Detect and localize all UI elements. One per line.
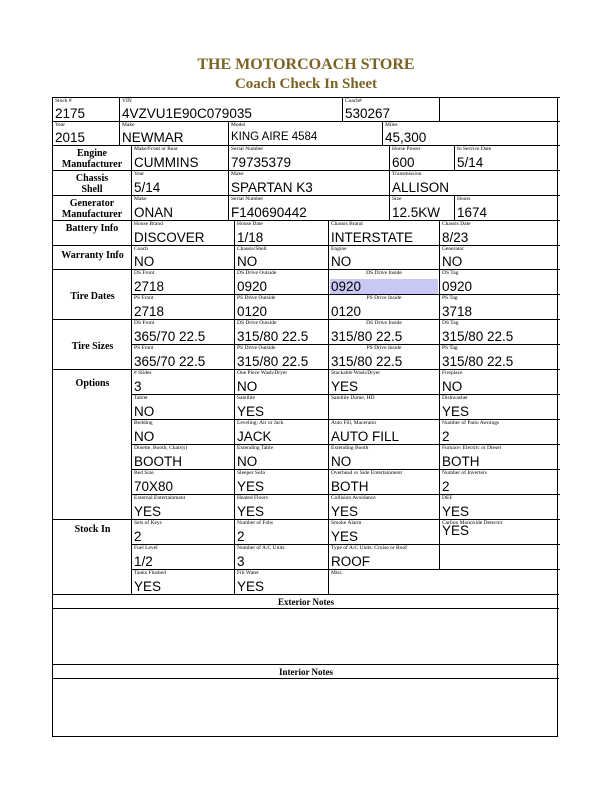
opt-overhead-cell (328, 469, 439, 494)
opt-slides-value[interactable]: 3 (134, 379, 142, 394)
opt-inverters-cell (439, 469, 560, 494)
battery-chassis-date-value[interactable]: 8/23 (442, 230, 469, 245)
tire-size-ds-tag-label: DS Tag (442, 320, 459, 326)
blank-top-cell (439, 97, 560, 121)
stock-keys-cell (131, 519, 234, 544)
tire-sizes-section-label: Tire Sizes (71, 341, 114, 352)
opt-dinette-label: Dinette, Booth, Chair(s) (134, 445, 188, 451)
generator-section-label: Generator Manufacturer (61, 198, 123, 220)
opt-dishwasher-cell (439, 394, 560, 419)
tire-size-ps-tag-value[interactable]: 315/80 22.5 (442, 354, 514, 369)
battery-house-brand-value[interactable]: DISCOVER (134, 230, 205, 245)
tire-date-ps-drive-out-label: PS Drive Outside (237, 295, 276, 301)
warranty-engine-value[interactable]: NO (331, 254, 352, 269)
battery-section-cell (52, 220, 131, 245)
tire-size-ps-drive-out-cell (234, 344, 328, 369)
stock-ac-type-cell (328, 544, 439, 569)
tire-size-ps-drive-out-value[interactable]: 315/80 22.5 (237, 354, 309, 369)
tire-date-ds-drive-in-label: DS Drive Inside (366, 270, 402, 276)
opt-ext-booth-label: Extending Booth (331, 445, 369, 451)
interior-notes-title: Interior Notes (278, 667, 334, 677)
opt-bedding-value[interactable]: NO (134, 429, 155, 444)
stock-water-cell (234, 569, 328, 594)
generator-serial-value[interactable]: F140690442 (231, 205, 307, 220)
tire-size-ds-front-label: DS Front (134, 320, 155, 326)
stock-misc-cell (328, 569, 560, 594)
warranty-chassis-cell (234, 245, 328, 269)
opt-washer-value[interactable]: NO (237, 379, 258, 394)
generator-size-value[interactable]: 12.5KW (392, 205, 441, 220)
battery-section-label: Battery Info (65, 223, 119, 234)
interior-notes-top-line (53, 664, 559, 665)
tire-date-ps-drive-out-cell (234, 294, 328, 319)
coach-number-label: Coach# (345, 98, 362, 104)
generator-hours-cell (454, 195, 560, 220)
opt-sat-dome-cell (328, 394, 439, 419)
stock-fuel-value[interactable]: 1/2 (134, 554, 153, 569)
opt-satellite-label: Satellite (237, 395, 256, 401)
model-value[interactable]: KING AIRE 4584 (231, 131, 318, 143)
opt-overhead-label: Overhead or Side Entertainment (331, 470, 403, 476)
stock-water-value[interactable]: YES (237, 579, 265, 594)
stock-keys-label: Sets of Keys (134, 520, 162, 526)
stock-fobs-value[interactable]: 2 (237, 529, 245, 544)
options-section-cell (52, 369, 131, 519)
battery-chassis-date-cell (439, 220, 560, 245)
stock-blank-cell (439, 544, 560, 569)
vin-value[interactable]: 4VZVU1E90C079035 (122, 106, 252, 121)
stock-co-cell (439, 519, 560, 544)
generator-section-cell (52, 195, 131, 220)
engine-serial-value[interactable]: 79735379 (231, 155, 292, 170)
exterior-notes-area[interactable] (53, 609, 559, 664)
chassis-trans-cell (389, 170, 560, 195)
tire-date-ps-tag-value[interactable]: 3718 (442, 304, 473, 319)
tire-date-ps-front-cell (131, 294, 234, 319)
opt-def-value[interactable]: YES (442, 504, 470, 519)
tire-size-ds-drive-in-value[interactable]: 315/80 22.5 (331, 329, 403, 344)
battery-house-date-cell (234, 220, 328, 245)
generator-serial-cell (228, 195, 389, 220)
warranty-generator-value[interactable]: NO (442, 254, 463, 269)
make-label: Make (122, 122, 135, 128)
opt-sofa-cell (234, 469, 328, 494)
generator-serial-label: Serial Number (231, 196, 264, 202)
model-label: Model (231, 122, 246, 128)
stock-in-section-label: Stock In (74, 524, 111, 535)
stock-ac-label: Number of A/C Units (237, 545, 285, 551)
opt-fireplace-cell (439, 369, 560, 394)
battery-chassis-date-label: Chassis Date (442, 221, 471, 227)
opt-collision-value[interactable]: YES (331, 504, 359, 519)
tire-date-ds-tag-cell (439, 269, 560, 294)
stock-ac-type-value[interactable]: ROOF (331, 554, 370, 569)
warranty-coach-cell (131, 245, 234, 269)
opt-overhead-value[interactable]: BOTH (331, 479, 369, 494)
opt-def-cell (439, 494, 560, 519)
tire-date-ps-drive-in-label: PS Drive Inside (366, 295, 402, 301)
tire-size-ds-drive-in-label: DS Drive Inside (366, 320, 402, 326)
miles-label: Miles (385, 122, 398, 128)
tire-size-ds-tag-cell (439, 319, 560, 344)
opt-washer-cell (234, 369, 328, 394)
opt-def-label: DEF (442, 495, 453, 501)
year-cell (52, 121, 119, 145)
tire-size-ps-tag-label: PS Tag (442, 345, 458, 351)
warranty-engine-label: Engine (331, 246, 347, 252)
chassis-trans-label: Transmission (392, 171, 422, 177)
opt-slides-label: # Slides (134, 370, 152, 376)
opt-sat-dome-label: Satellite Dome, HD (331, 395, 375, 401)
opt-fireplace-label: Fireplace (442, 370, 463, 376)
opt-satellite-cell (234, 394, 328, 419)
engine-serial-cell (228, 145, 389, 170)
opt-ext-ent-value[interactable]: YES (134, 504, 162, 519)
tire-size-ds-drive-out-value[interactable]: 315/80 22.5 (237, 329, 309, 344)
battery-chassis-brand-cell (328, 220, 439, 245)
tire-size-ps-drive-in-label: PS Drive Inside (366, 345, 402, 351)
opt-dishwasher-label: Dishwasher (442, 395, 468, 401)
exterior-notes-title: Exterior Notes (277, 597, 335, 607)
engine-make-label: Make/Front or Rear (134, 146, 178, 152)
opt-furnace-value[interactable]: BOTH (442, 454, 480, 469)
stock-fuel-cell (131, 544, 234, 569)
warranty-chassis-value[interactable]: NO (237, 254, 258, 269)
make-value[interactable]: NEWMAR (122, 130, 184, 145)
chassis-make-label: Make (231, 171, 244, 177)
stock-tanks-cell (131, 569, 234, 594)
vin-label: VIN (122, 98, 132, 104)
chassis-year-label: Year (134, 171, 145, 177)
tire-size-ps-front-label: PS Front (134, 345, 154, 351)
opt-sofa-label: Sleeper Sofa (237, 470, 265, 476)
engine-isd-label: In Service Date (457, 146, 492, 152)
warranty-coach-label: Coach (134, 246, 149, 252)
tire-date-ds-drive-in-value[interactable]: 0920 (330, 279, 438, 294)
engine-hp-label: Horse Power (392, 146, 421, 152)
tire-date-ps-tag-label: PS Tag (442, 295, 458, 301)
warranty-generator-label: Generator (442, 246, 464, 252)
stock-co-label: Carbon Monoxide Detector (442, 520, 503, 526)
tire-date-ds-drive-in-cell (328, 269, 439, 294)
opt-floors-cell (234, 494, 328, 519)
opt-inverters-label: Number of Inverters (442, 470, 487, 476)
battery-chassis-brand-value[interactable]: INTERSTATE (331, 230, 414, 245)
opt-ext-table-cell (234, 444, 328, 469)
opt-stackable-label: Stackable Wash/Dryer (331, 370, 381, 376)
tire-date-ds-front-value[interactable]: 2718 (134, 279, 165, 294)
stock-co-value[interactable]: YES (442, 523, 470, 538)
model-cell (228, 121, 382, 145)
battery-house-date-label: House Date (237, 221, 263, 227)
opt-bed-cell (131, 469, 234, 494)
opt-autofill-cell (328, 419, 439, 444)
opt-ext-booth-value[interactable]: NO (331, 454, 352, 469)
exterior-notes-top-line (53, 594, 559, 595)
tire-date-ds-tag-label: DS Tag (442, 270, 459, 276)
sheet-title: Coach Check In Sheet (234, 76, 378, 92)
opt-ext-table-value[interactable]: NO (237, 454, 258, 469)
tire-size-ds-front-cell (131, 319, 234, 344)
opt-tablet-label: Tablet (134, 395, 148, 401)
tire-date-ds-drive-out-label: DS Drive Outside (237, 270, 277, 276)
warranty-section-cell (52, 245, 131, 269)
tire-date-ds-front-cell (131, 269, 234, 294)
stock-ac-type-label: Type of A/C Units: Cruise or Roof (331, 545, 408, 551)
opt-tablet-value[interactable]: NO (134, 404, 155, 419)
stock-tanks-label: Tanks Flushed (134, 570, 166, 576)
opt-bedding-label: Bedding (134, 420, 153, 426)
stock-label: Stock # (55, 98, 72, 104)
generator-hours-label: Hours (457, 196, 471, 202)
stock-cell (52, 97, 119, 121)
tire-date-ds-tag-value[interactable]: 0920 (442, 279, 473, 294)
tire-size-ps-drive-out-label: PS Drive Outside (237, 345, 276, 351)
opt-bed-value[interactable]: 70X80 (134, 479, 174, 494)
year-label: Year (55, 122, 66, 128)
options-section-label: Options (75, 378, 110, 389)
opt-floors-label: Heated Floors (237, 495, 269, 501)
opt-collision-label: Collision Avoidance (331, 495, 376, 501)
year-value[interactable]: 2015 (55, 130, 86, 145)
tire-size-ps-drive-in-value[interactable]: 315/80 22.5 (331, 354, 403, 369)
company-title: THE MOTORCOACH STORE (197, 56, 415, 73)
chassis-trans-value[interactable]: ALLISON (392, 180, 450, 195)
opt-satellite-value[interactable]: YES (237, 404, 265, 419)
generator-make-cell (131, 195, 228, 220)
tire-date-ps-front-label: PS Front (134, 295, 154, 301)
tire-date-ds-front-label: DS Front (134, 270, 155, 276)
opt-furnace-cell (439, 444, 560, 469)
warranty-generator-cell (439, 245, 560, 269)
stock-smoke-value[interactable]: YES (331, 529, 359, 544)
opt-ext-ent-label: External Entertainment (134, 495, 186, 501)
tire-date-ds-drive-out-value[interactable]: 0920 (237, 279, 268, 294)
chassis-year-cell (131, 170, 228, 195)
tire-size-ps-front-cell (131, 344, 234, 369)
opt-tablet-cell (131, 394, 234, 419)
engine-isd-cell (454, 145, 560, 170)
stock-smoke-cell (328, 519, 439, 544)
tire-size-ds-front-value[interactable]: 365/70 22.5 (134, 329, 206, 344)
opt-leveling-cell (234, 419, 328, 444)
chassis-section-cell (52, 170, 131, 195)
stock-misc-label: Misc. (331, 570, 344, 576)
opt-awnings-cell (439, 419, 560, 444)
opt-dinette-cell (131, 444, 234, 469)
miles-value[interactable]: 45,300 (385, 130, 427, 145)
tire-size-ps-drive-in-cell (328, 344, 439, 369)
opt-awnings-value[interactable]: 2 (442, 429, 450, 444)
tire-size-ps-tag-cell (439, 344, 560, 369)
warranty-chassis-label: Chassis/Shell (237, 246, 267, 252)
miles-cell (382, 121, 560, 145)
stock-fuel-label: Fuel Level (134, 545, 158, 551)
warranty-coach-value[interactable]: NO (134, 254, 155, 269)
opt-washer-label: One Piece Wash/Dryer (237, 370, 288, 376)
stock-water-label: Fill Water (237, 570, 259, 576)
stock-ac-cell (234, 544, 328, 569)
opt-fireplace-value[interactable]: NO (442, 379, 463, 394)
stock-value[interactable]: 2175 (55, 106, 86, 121)
stock-tanks-value[interactable]: YES (134, 579, 162, 594)
tire-size-ds-drive-out-label: DS Drive Outside (237, 320, 277, 326)
opt-floors-value[interactable]: YES (237, 504, 265, 519)
opt-dishwasher-value[interactable]: YES (442, 404, 470, 419)
opt-furnace-label: Furnace: Electric or Diesel (442, 445, 502, 451)
chassis-make-value[interactable]: SPARTAN K3 (231, 180, 313, 195)
tire-sizes-section-cell (52, 319, 131, 369)
chassis-make-cell (228, 170, 389, 195)
opt-ext-table-label: Extending Table (237, 445, 274, 451)
opt-autofill-label: Auto Fill, Macerator (331, 420, 377, 426)
engine-serial-label: Serial Number (231, 146, 264, 152)
engine-make-value[interactable]: CUMMINS (134, 155, 199, 170)
warranty-section-label: Warranty Info (61, 250, 124, 261)
tire-dates-section-label: Tire Dates (70, 291, 115, 302)
opt-leveling-label: Leveling: Air or Jack (237, 420, 284, 426)
opt-leveling-value[interactable]: JACK (237, 429, 272, 444)
stock-fobs-cell (234, 519, 328, 544)
battery-house-brand-cell (131, 220, 234, 245)
chassis-section-label: Chassis Shell (75, 173, 109, 195)
battery-house-brand-label: House Brand (134, 221, 163, 227)
check-in-grid (52, 97, 558, 737)
engine-hp-value[interactable]: 600 (392, 155, 415, 170)
opt-stackable-cell (328, 369, 439, 394)
chassis-year-value[interactable]: 5/14 (134, 180, 161, 195)
tire-date-ps-drive-in-value[interactable]: 0120 (331, 304, 362, 319)
opt-ext-ent-cell (131, 494, 234, 519)
opt-stackable-value[interactable]: YES (331, 379, 359, 394)
generator-size-cell (389, 195, 454, 220)
make-cell (119, 121, 228, 145)
opt-bed-label: Bed Size (134, 470, 154, 476)
stock-ac-value[interactable]: 3 (237, 554, 245, 569)
opt-collision-cell (328, 494, 439, 519)
opt-slides-cell (131, 369, 234, 394)
tire-date-ps-drive-in-cell (328, 294, 439, 319)
tire-date-ps-front-value[interactable]: 2718 (134, 304, 165, 319)
battery-chassis-brand-label: Chassis Brand (331, 221, 363, 227)
tire-date-ds-drive-out-cell (234, 269, 328, 294)
engine-make-cell (131, 145, 228, 170)
engine-hp-cell (389, 145, 454, 170)
stock-keys-value[interactable]: 2 (134, 529, 142, 544)
tire-date-ps-tag-cell (439, 294, 560, 319)
opt-awnings-label: Number of Patio Awnings (442, 420, 500, 426)
generator-make-value[interactable]: ONAN (134, 205, 174, 220)
generator-size-label: Size (392, 196, 402, 202)
opt-sofa-value[interactable]: YES (237, 479, 265, 494)
tire-dates-section-cell (52, 269, 131, 319)
opt-ext-booth-cell (328, 444, 439, 469)
interior-notes-area[interactable] (53, 679, 559, 736)
stock-fobs-label: Number of Fobs (237, 520, 274, 526)
opt-autofill-value[interactable]: AUTO FILL (331, 429, 400, 444)
tire-size-ds-drive-out-cell (234, 319, 328, 344)
generator-hours-value[interactable]: 1674 (457, 205, 488, 220)
tire-size-ds-tag-value[interactable]: 315/80 22.5 (442, 329, 514, 344)
engine-section-label: Engine Manufacturer (61, 148, 123, 170)
opt-bedding-cell (131, 419, 234, 444)
generator-make-label: Make (134, 196, 147, 202)
coach-number-value[interactable]: 530267 (345, 106, 391, 121)
opt-inverters-value[interactable]: 2 (442, 479, 450, 494)
engine-section-cell (52, 145, 131, 170)
engine-isd-value[interactable]: 5/14 (457, 155, 484, 170)
stock-in-section-cell (52, 519, 131, 594)
stock-smoke-label: Smoke Alarm (331, 520, 362, 526)
battery-house-date-value[interactable]: 1/18 (237, 230, 264, 245)
coach-number-cell (342, 97, 439, 121)
tire-date-ps-drive-out-value[interactable]: 0120 (237, 304, 268, 319)
vin-cell (119, 97, 342, 121)
tire-size-ds-drive-in-cell (328, 319, 439, 344)
opt-dinette-value[interactable]: BOOTH (134, 454, 183, 469)
warranty-engine-cell (328, 245, 439, 269)
tire-size-ps-front-value[interactable]: 365/70 22.5 (134, 354, 206, 369)
